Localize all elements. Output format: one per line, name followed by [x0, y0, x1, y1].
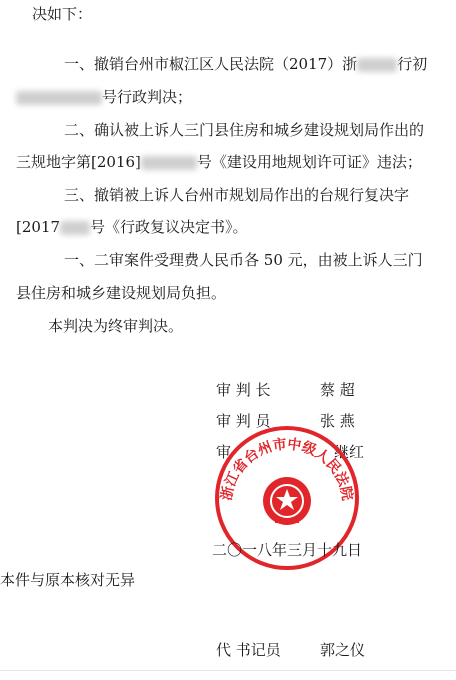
decision-item-2-cont	[16, 152, 422, 172]
judge2-name: 继红	[334, 443, 365, 461]
presiding-judge-title: 审 判 长	[216, 381, 271, 399]
redaction	[141, 156, 197, 170]
decision-item-3-text-b: [2017	[16, 218, 61, 236]
certification-statement: 本件与原本核对无异	[0, 571, 136, 589]
decision-item-3: 三、撤销被上诉人台州市规划局作出的台规行复决字	[64, 186, 410, 204]
judge2-title: 审	[216, 443, 232, 461]
seal-text: 浙江省台州市中级人民法院	[218, 436, 356, 502]
decision-item-1-text-c: 号行政判决；	[102, 88, 193, 106]
page-edge-divider	[0, 670, 456, 671]
judge-title: 审 判 员	[216, 412, 271, 430]
decision-item-1-text-b: 行初	[397, 55, 428, 73]
presiding-judge-name: 蔡 超	[320, 381, 355, 399]
decision-item-1-text-a: 一、撤销台州市椒江区人民法院（2017）浙	[64, 55, 358, 73]
decision-item-1	[64, 54, 427, 74]
judgment-date: 二〇一八年三月十九日	[212, 541, 363, 559]
fee-paragraph: 一、二审案件受理费人民币各 50 元，由被上诉人三门	[64, 251, 423, 269]
decision-item-3-text-c: 号《行政复议决定书》。	[90, 218, 248, 236]
redaction	[357, 58, 397, 72]
judge-name: 张 燕	[320, 412, 355, 430]
fee-paragraph-cont: 县住房和城乡建设规划局负担。	[16, 284, 227, 302]
clerk-title: 代 书记员	[216, 641, 281, 659]
decision-item-3-cont	[16, 217, 248, 237]
decision-item-2-text-b: 三规地字第[2016]	[16, 153, 141, 171]
decision-item-2: 二、确认被上诉人三门县住房和城乡建设规划局作出的	[64, 121, 425, 139]
redaction	[16, 91, 102, 105]
decision-item-1-cont	[16, 87, 192, 107]
decision-intro: 决如下：	[32, 5, 93, 23]
clerk-name: 郭之仪	[320, 641, 366, 659]
final-judgment-statement: 本判决为终审判决。	[48, 317, 184, 335]
redaction	[60, 221, 90, 235]
decision-item-2-text-c: 号《建设用地规划许可证》违法；	[196, 153, 422, 171]
national-emblem-icon	[263, 477, 311, 525]
